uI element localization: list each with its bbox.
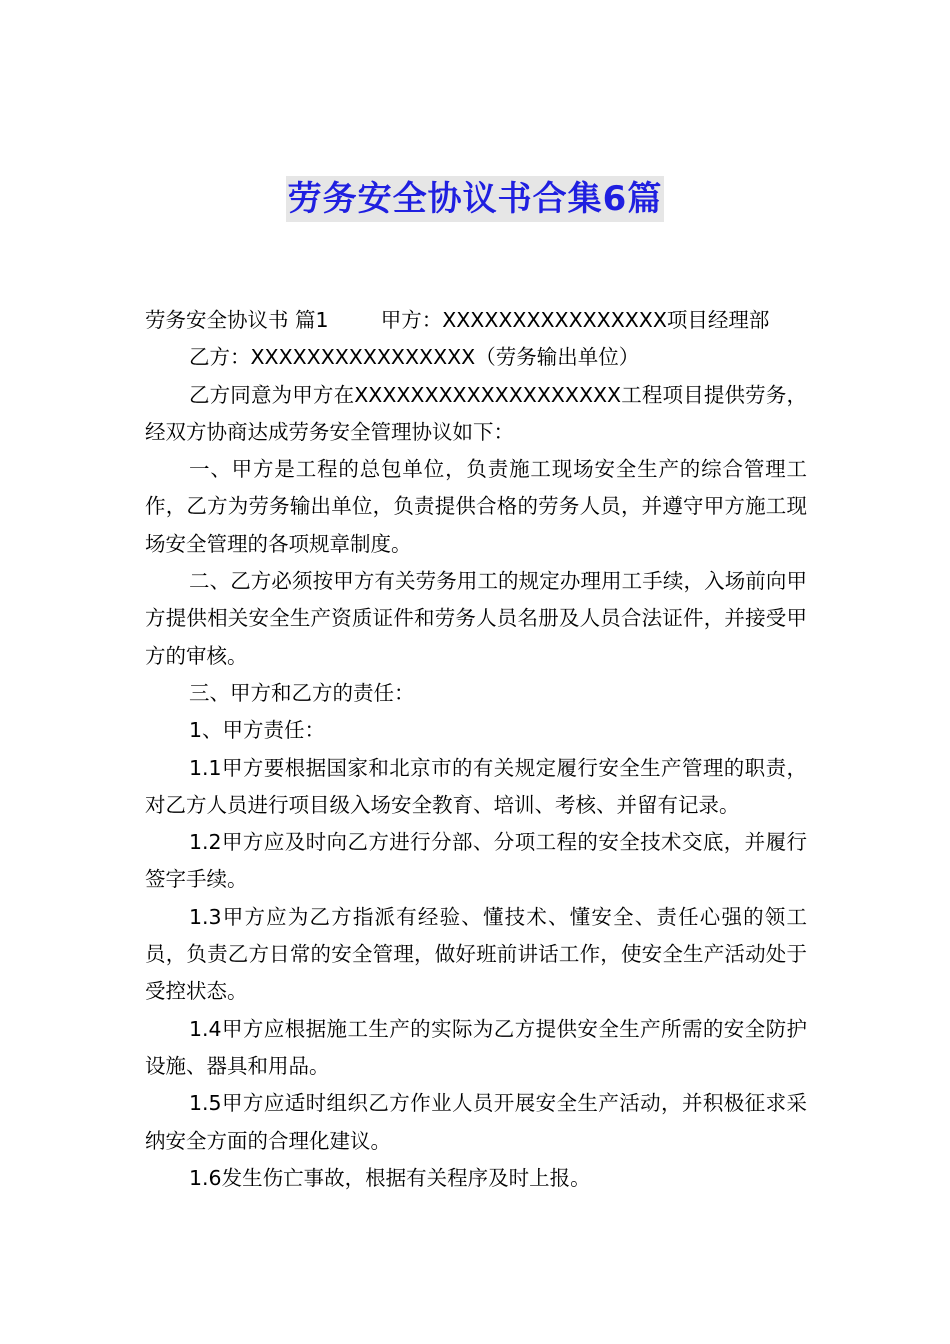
title-container — [0, 176, 950, 222]
paragraph: 乙方同意为甲方在XXXXXXXXXXXXXXXXXXX工程项目提供劳务，经双方协商达成劳务安全管理协议如下： — [145, 382, 807, 444]
paragraph: 1.6发生伤亡事故，根据有关程序及时上报。 — [189, 1165, 591, 1190]
paragraph: 三、甲方和乙方的责任： — [189, 680, 415, 705]
paragraph: 1、甲方责任： — [189, 718, 326, 743]
document-title: 劳务安全协议书合集6篇 — [286, 176, 665, 222]
paragraph: 乙方：XXXXXXXXXXXXXXXX（劳务输出单位） — [189, 345, 640, 370]
paragraph: 1.3甲方应为乙方指派有经验、懂技术、懂安全、责任心强的领工员，负责乙方日常的安全管理，做好班前讲话工作，使安全生产活动处于受控状态。 — [145, 904, 807, 1004]
paragraph: 一、甲方是工程的总包单位，负责施工现场安全生产的综合管理工作，乙方为劳务输出单位，负责提供合格的劳务人员，并遵守甲方施工现场安全管理的各项规章制度。 — [145, 457, 807, 556]
document-body — [145, 302, 807, 1197]
paragraph: 劳务安全协议书 篇1 甲方：XXXXXXXXXXXXXXXX项目经理部 — [145, 308, 770, 332]
paragraph: 1.4甲方应根据施工生产的实际为乙方提供安全生产所需的安全防护设施、器具和用品。 — [145, 1016, 807, 1078]
paragraph: 1.2甲方应及时向乙方进行分部、分项工程的安全技术交底，并履行签字手续。 — [145, 830, 807, 892]
paragraph: 二、乙方必须按甲方有关劳务用工的规定办理用工手续，入场前向甲方提供相关安全生产资质证件和劳务人员名册及人员合法证件，并接受甲方的审核。 — [145, 569, 807, 668]
paragraph: 1.5甲方应适时组织乙方作业人员开展安全生产活动，并积极征求采纳安全方面的合理化建议。 — [145, 1091, 807, 1153]
paragraph: 1.1甲方要根据国家和北京市的有关规定履行安全生产管理的职责，对乙方人员进行项目级入场安全教育、培训、考核、并留有记录。 — [145, 755, 807, 817]
